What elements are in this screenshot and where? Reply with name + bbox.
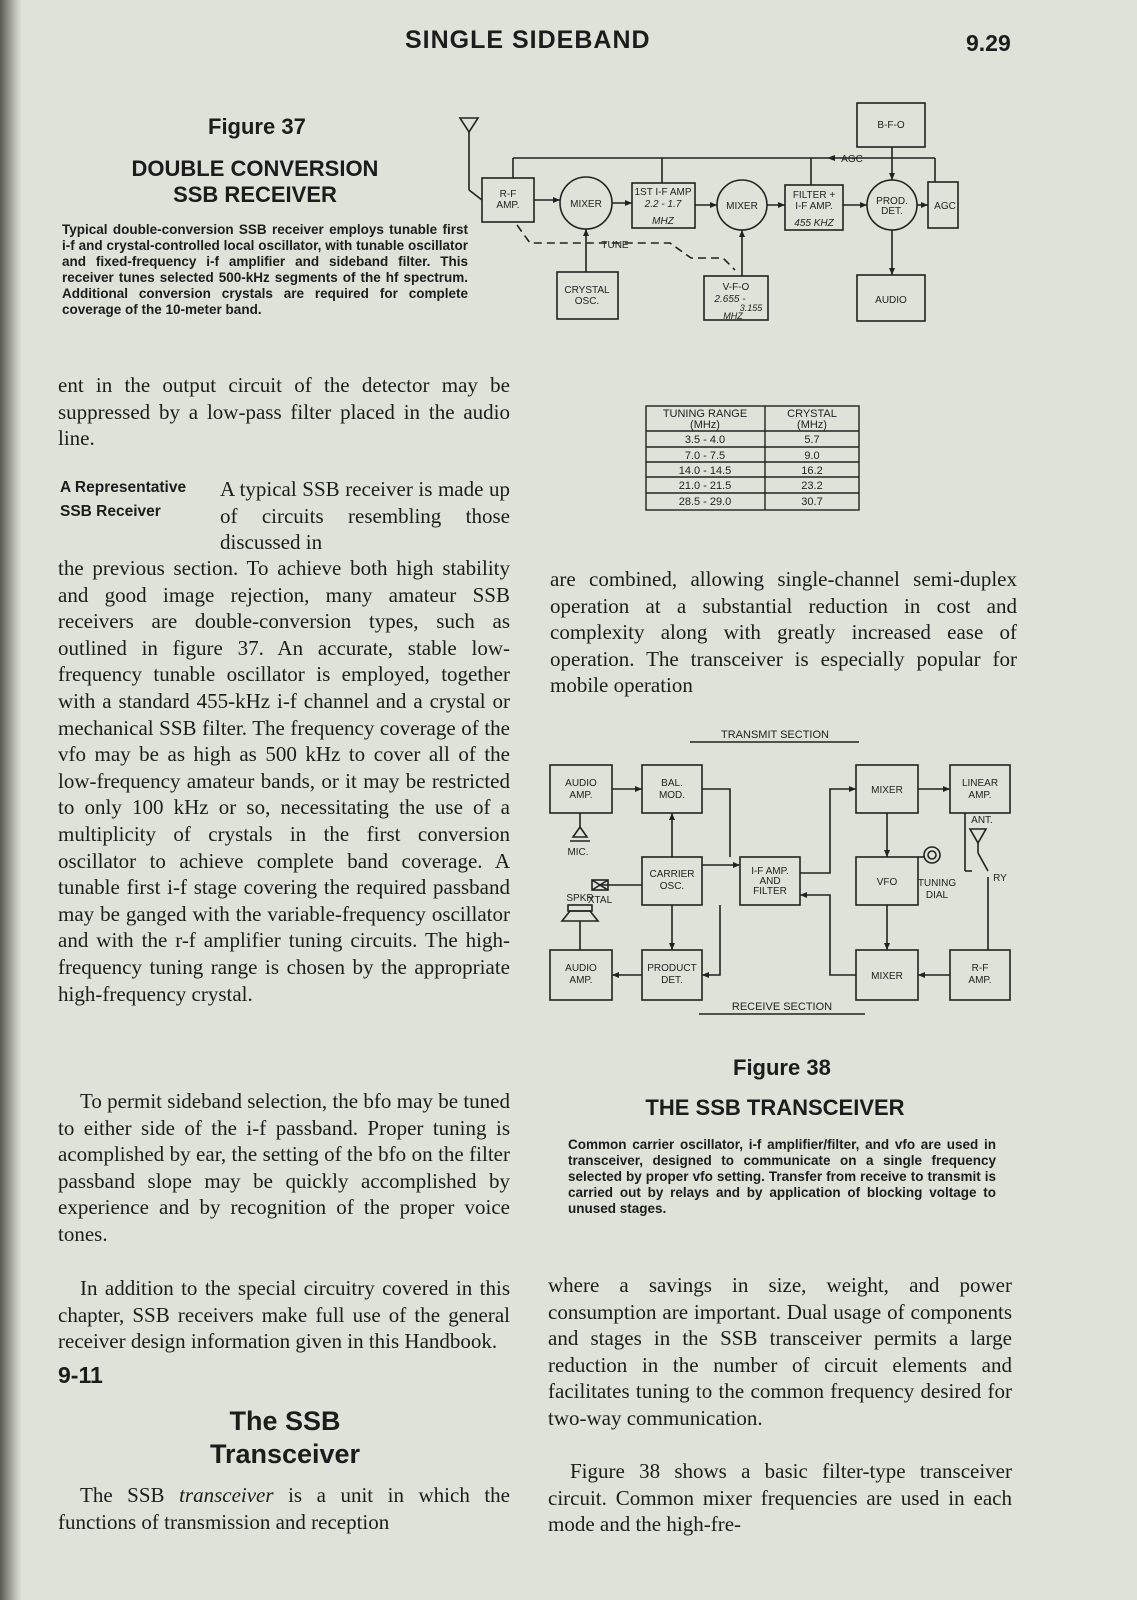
relay-label: RY <box>993 873 1007 884</box>
para5-b: is a unit in which the functions of transmission and reception <box>58 1483 510 1534</box>
para5-em: transceiver <box>179 1483 274 1507</box>
product-det-label: PRODUCT <box>647 963 697 974</box>
prod-det-label-2: DET. <box>881 206 903 217</box>
table-cell: 23.2 <box>801 480 823 492</box>
right-para-3: Figure 38 shows a basic filter-type transceiver circuit. Common mixer frequencies are used in each mode and the high-fre- <box>548 1459 1012 1537</box>
agc-line-label: AGC <box>841 154 863 165</box>
running-header-title: SINGLE SIDEBAND <box>405 26 651 54</box>
rx-mixer-label: MIXER <box>871 971 903 982</box>
para5-a: The SSB <box>80 1483 180 1507</box>
table-cell: 9.0 <box>804 450 820 462</box>
bfo-label: B-F-O <box>877 120 905 131</box>
figure37-receiver-diagram <box>455 100 960 330</box>
table-cell: 14.0 - 14.5 <box>678 465 732 477</box>
side-heading <box>60 476 186 524</box>
section-title <box>200 1405 370 1471</box>
bal-mod-label: BAL. <box>661 778 683 789</box>
table-cell: 28.5 - 29.0 <box>678 496 732 508</box>
vfo-unit: MHZ <box>723 311 743 321</box>
linear-amp-label-2: AMP. <box>968 790 992 801</box>
tuning-dial-label: TUNING <box>917 878 957 889</box>
left-para-2-rest: the previous section. To achieve both high stability and good image rejection, many amateur SSB receivers are double-conversion types, such as outlined in figure 37. An accurate, stable low-frequency tunable oscillator is employed, together with a standard 455-kHz i-f channel and a crystal or mechanical SSB filter. The frequency coverage of the vfo may be as high as 500 kHz to cover all of the low-frequency amateur bands, or it may be restricted to only 100 kHz or so, necessitating the use of a multiplicity of crystals in the first conversion oscillator to achieve complete band coverage. A tunable first i-f stage covering the required passband may be ganged with the variable-frequency oscillator and with the r-f amplifier tuning circuits. The high-frequency tuning range is chosen by the appropriate high-frequency crystal. <box>58 556 510 1006</box>
filter-freq: 455 KHZ <box>794 218 834 229</box>
section-title-line1: The SSB <box>229 1406 341 1436</box>
mixer1-label: MIXER <box>570 199 602 210</box>
rx-rf-amp-label-2: AMP. <box>968 975 992 986</box>
vfo-label: V-F-O <box>722 282 750 293</box>
table-cell: 21.0 - 21.5 <box>678 480 732 492</box>
bal-mod-label-2: MOD. <box>658 790 686 801</box>
audio-label: AUDIO <box>875 295 907 306</box>
page-number: 9.29 <box>966 30 1011 56</box>
figure38-label: Figure 38 <box>733 1055 831 1080</box>
figure38-transceiver-diagram <box>540 725 1020 1025</box>
first-if-unit: MHZ <box>652 216 674 227</box>
tx-mixer-label: MIXER <box>871 785 903 796</box>
tune-label: TUNE <box>601 240 629 251</box>
figure37-label: Figure 37 <box>208 114 306 139</box>
rx-audio-amp-label-2: AMP. <box>569 975 593 986</box>
vfo-label: VFO <box>876 877 898 888</box>
right-para-1: are combined, allowing single-channel semi-duplex operation at a substantial reduction in cost and complexity along with greatly increased ease of operation. The transceiver is especially popular for mobile operation <box>550 567 1017 698</box>
crystal-table <box>645 405 860 512</box>
rf-amp-label-2: AMP. <box>496 200 520 211</box>
table-cell: 3.5 - 4.0 <box>684 434 726 446</box>
linear-amp-label: LINEAR <box>961 778 999 789</box>
tuning-dial-label-2: DIAL <box>925 890 949 901</box>
crystal-osc-label-2: OSC. <box>574 296 600 307</box>
mic-label: MIC. <box>567 847 589 858</box>
side-heading-line1: A Representative <box>60 479 187 496</box>
figure37-title-line2: SSB RECEIVER <box>173 182 337 207</box>
figure37-title-line1: DOUBLE CONVERSION <box>131 156 379 181</box>
side-heading-line2: SSB Receiver <box>60 503 161 520</box>
ant-label: ANT. <box>971 815 993 826</box>
first-if-label: 1ST I-F AMP <box>634 187 692 198</box>
xtal-label: XTAL <box>587 895 613 906</box>
mixer2-label: MIXER <box>726 201 758 212</box>
crystal-osc-label: CRYSTAL <box>564 285 610 296</box>
table-cell: 16.2 <box>801 465 823 477</box>
product-det-label-2: DET. <box>661 975 683 986</box>
prod-det-label: PROD. <box>876 196 908 207</box>
rx-audio-amp-label: AUDIO <box>565 963 597 974</box>
table-col2-header: CRYSTAL <box>787 408 837 420</box>
if-amp-label-2: AND <box>759 876 781 887</box>
carrier-osc-label: CARRIER <box>649 869 695 880</box>
rf-amp-label: R-F <box>499 189 517 200</box>
table-cell: 7.0 - 7.5 <box>684 450 726 462</box>
if-amp-label-3: FILTER <box>753 886 787 897</box>
transmit-section-label: TRANSMIT SECTION <box>721 729 829 741</box>
vfo-range: 2.655 - <box>714 294 746 305</box>
rx-rf-amp-label: R-F <box>971 963 989 974</box>
figure37-caption: Typical double-conversion SSB receiver employs tunable first i-f and crystal-controlled local oscillator, with tunable oscillator and fixed-frequency i-f amplifier and sideband filter. This receiver tunes selected 500-kHz segments of the hf spectrum. Additional conversion crystals are required for complete coverage of the 10-meter band. <box>62 222 468 317</box>
vfo-range-2: 3.155 <box>739 303 763 313</box>
figure38-title: THE SSB TRANSCEIVER <box>645 1095 905 1120</box>
section-number: 9-11 <box>58 1362 103 1388</box>
left-para-4: In addition to the special circuitry covered in this chapter, SSB receivers make full use of the general receiver design information given in this Handbook. <box>58 1276 510 1354</box>
left-para-2-start: A typical SSB receiver is made up of circuits resembling those discussed in <box>220 477 510 555</box>
table-col2-unit: (MHz) <box>797 419 827 431</box>
carrier-osc-label-2: OSC. <box>659 881 685 892</box>
left-para-5 <box>58 1482 510 1535</box>
filter-label: FILTER + <box>792 190 836 201</box>
tx-audio-amp-label: AUDIO <box>565 778 597 789</box>
figure38-caption: Common carrier oscillator, i-f amplifier/filter, and vfo are used in transceiver, designed to communicate on a single frequency selected by proper vfo setting. Transfer from receive to transmit is carried out by relays and by application of blocking voltage to unused stages. <box>568 1137 996 1216</box>
left-para-3: To permit sideband selection, the bfo may be tuned to either side of the i-f passband. Proper tuning is acomplished by ear, the setting of the bfo on the filter passband slope may be quickly accomplished by experience and by recognition of the proper voice tones. <box>58 1089 510 1246</box>
table-col1-header: TUNING RANGE <box>662 408 748 420</box>
table-col1-unit: (MHz) <box>690 419 720 431</box>
page-binding-shadow <box>0 0 22 1600</box>
right-para-2: where a savings in size, weight, and power consumption are important. Dual usage of components and stages in the SSB transceiver permits a large reduction in the number of circuit elements and facilitates tuning to the common frequency desired for two-way communication. <box>548 1273 1012 1430</box>
filter-label-2: I-F AMP. <box>795 201 833 212</box>
tx-audio-amp-label-2: AMP. <box>569 790 593 801</box>
if-amp-label: I-F AMP. <box>751 866 789 877</box>
left-para-1: ent in the output circuit of the detector may be suppressed by a low-pass filter placed in the audio line. <box>58 373 510 451</box>
table-cell: 5.7 <box>804 434 820 446</box>
spkr-label: SPKR <box>566 893 594 904</box>
section-title-line2: Transceiver <box>209 1439 361 1469</box>
agc-block-label: AGC <box>934 201 956 212</box>
receive-section-label: RECEIVE SECTION <box>731 1001 833 1013</box>
table-cell: 30.7 <box>801 496 823 508</box>
figure37-title <box>120 156 390 208</box>
first-if-range: 2.2 - 1.7 <box>644 199 682 210</box>
